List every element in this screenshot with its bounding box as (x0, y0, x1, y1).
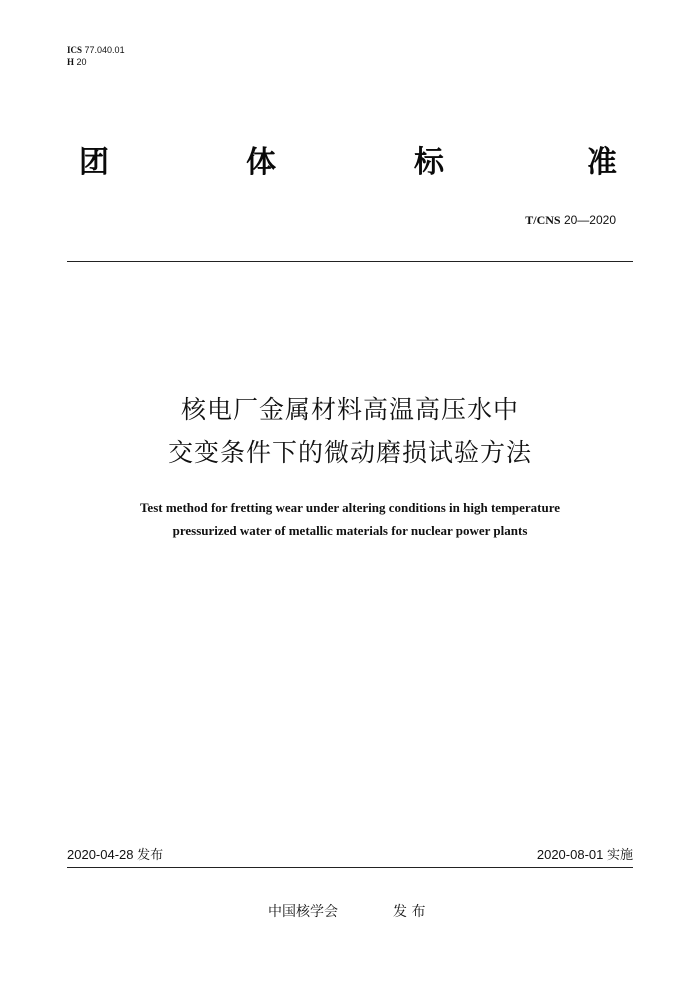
publisher-name: 中国核学会 (268, 904, 338, 920)
ics-code (67, 45, 125, 56)
publisher-action: 发 布 (393, 904, 426, 920)
heading-char-4: 准 (587, 145, 617, 180)
title-cn-line-2: 交变条件下的微动磨损试验方法 (167, 438, 532, 467)
title-en-line-2: pressurized water of metallic materials for nuclear power plants (172, 523, 528, 538)
ics-number: 77.040.01 (84, 45, 125, 55)
ccs-number: 20 (76, 57, 87, 67)
heading-char-2: 体 (246, 145, 276, 180)
bottom-divider (67, 867, 633, 868)
title-cn-line-1: 核电厂金属材料高温高压水中 (180, 395, 519, 424)
issue-date: 2020-04-28 (67, 847, 134, 862)
top-divider (67, 261, 633, 262)
standard-year-number: 20—2020 (563, 213, 616, 227)
heading-char-1: 团 (79, 145, 109, 180)
issue-label: 发布 (137, 848, 164, 863)
standard-prefix: T/CNS (525, 213, 561, 227)
title-en-line-1: Test method for fretting wear under altering conditions in high temperature (139, 500, 561, 515)
effective-label: 实施 (606, 848, 633, 863)
ccs-code (67, 57, 87, 68)
standard-number (525, 213, 616, 227)
ics-label: ICS (67, 45, 83, 55)
ccs-label: H (67, 57, 75, 67)
heading-char-3: 标 (414, 145, 444, 180)
effective-date-line (537, 847, 633, 864)
issue-date-line (67, 847, 163, 864)
effective-date: 2020-08-01 (536, 847, 604, 862)
